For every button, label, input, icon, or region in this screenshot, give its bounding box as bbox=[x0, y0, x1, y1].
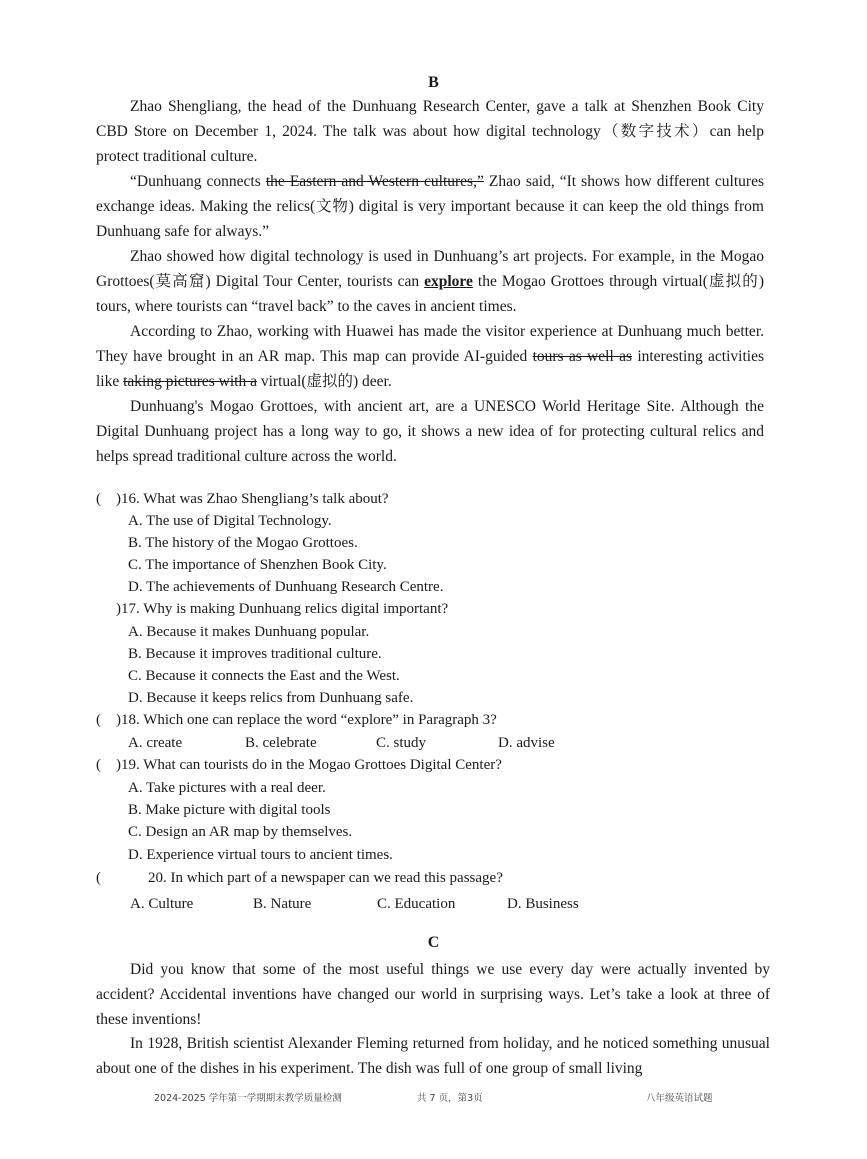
section-b-paragraph-4 bbox=[96, 319, 764, 394]
question-18-option-a: A. create bbox=[128, 735, 183, 751]
question-17-option-a: A. Because it makes Dunhuang popular. bbox=[128, 624, 370, 640]
question-19 bbox=[96, 755, 502, 776]
answer-paren: ( bbox=[96, 757, 101, 773]
question-18 bbox=[96, 710, 497, 731]
question-16-option-c: C. The importance of Shenzhen Book City. bbox=[128, 557, 387, 573]
question-17-option-d: D. Because it keeps relics from Dunhuang safe. bbox=[128, 690, 414, 706]
question-text: 20. In which part of a newspaper can we read this passage? bbox=[148, 870, 503, 886]
answer-paren: ( bbox=[96, 491, 101, 507]
question-20-option-d: D. Business bbox=[507, 896, 579, 912]
question-text: )16. What was Zhao Shengliang’s talk about? bbox=[116, 491, 389, 507]
question-20-option-c: C. Education bbox=[377, 896, 456, 912]
question-17-option-b: B. Because it improves traditional culture. bbox=[128, 646, 382, 662]
question-17 bbox=[116, 599, 448, 620]
p4-text-c: virtual(虚拟的) deer. bbox=[257, 373, 392, 390]
question-18-option-b: B. celebrate bbox=[245, 735, 317, 751]
p4-strikethrough-1: tours as well as bbox=[532, 348, 633, 365]
question-20-option-a: A. Culture bbox=[130, 896, 194, 912]
answer-paren: ( bbox=[96, 870, 101, 886]
section-c-paragraph-1: Did you know that some of the most useful things we use every day were actually invented by accident? Accidental inventions have changed our world in surprising ways. Let’s take a look at three of these inventions! bbox=[96, 961, 770, 1028]
question-text: )18. Which one can replace the word “explore” in Paragraph 3? bbox=[116, 712, 497, 728]
answer-paren: ( bbox=[96, 712, 101, 728]
question-16-option-a: A. The use of Digital Technology. bbox=[128, 513, 332, 529]
p2-strikethrough: the Eastern and Western cultures,” bbox=[265, 173, 484, 190]
section-b-title: B bbox=[428, 74, 439, 91]
question-19-option-c: C. Design an AR map by themselves. bbox=[128, 824, 353, 840]
p4-text-a: According to Zhao, working with Huawei has made the visitor experience at Dunhuang much better. They have brought in an AR map. This map can provide AI-guided bbox=[96, 323, 764, 365]
section-b-paragraph-5: Dunhuang's Mogao Grottoes, with ancient art, are a UNESCO World Heritage Site. Although the Digital Dunhuang project has a long way to go, it shows a new idea of for protecting cultural relics and helps spread traditional culture across the world. bbox=[96, 398, 764, 465]
question-18-option-d: D. advise bbox=[498, 735, 555, 751]
p2-text-b: Zhao said, “It shows how different cultures exchange ideas. Making the relics(文物) digital is very important because it can keep the old things from Dunhuang safe for always.” bbox=[96, 173, 764, 240]
question-17-option-c: C. Because it connects the East and the West. bbox=[128, 668, 400, 684]
question-text: )17. Why is making Dunhuang relics digital important? bbox=[116, 601, 449, 617]
word-explore: explore bbox=[424, 273, 473, 290]
p4-strikethrough-2: taking pictures with a bbox=[123, 373, 257, 390]
p3-text-b: the Mogao Grottoes through virtual(虚拟的) tours, where tourists can “travel back” to the caves in ancient times. bbox=[96, 273, 765, 315]
section-c-title: C bbox=[427, 934, 440, 951]
question-16-option-d: D. The achievements of Dunhuang Research Centre. bbox=[128, 579, 444, 595]
section-b-paragraph-1: Zhao Shengliang, the head of the Dunhuang Research Center, gave a talk at Shenzhen Book City CBD Store on December 1, 2024. The talk was about how digital technology（数字技术）can help protect traditional culture. bbox=[96, 98, 764, 165]
p2-text-a: “Dunhuang connects bbox=[130, 173, 266, 190]
p4-text-b: interesting activities like bbox=[96, 348, 765, 390]
question-16-option-b: B. The history of the Mogao Grottoes. bbox=[128, 535, 358, 551]
footer-page-number: 共 7 页，第3页 bbox=[417, 1093, 483, 1104]
question-19-option-a: A. Take pictures with a real deer. bbox=[128, 780, 326, 796]
question-20 bbox=[96, 868, 503, 889]
question-19-option-b: B. Make picture with digital tools bbox=[128, 802, 331, 818]
section-b-paragraph-3 bbox=[96, 244, 764, 319]
question-20-option-b: B. Nature bbox=[253, 896, 312, 912]
question-19-option-d: D. Experience virtual tours to ancient times. bbox=[128, 847, 393, 863]
footer-exam-title: 2024-2025 学年第一学期期末教学质量检测 bbox=[154, 1093, 342, 1104]
section-c-paragraph-2: In 1928, British scientist Alexander Fleming returned from holiday, and he noticed something unusual about one of the dishes in his experiment. The dish was full of one group of small living bbox=[96, 1035, 770, 1077]
question-18-option-c: C. study bbox=[376, 735, 427, 751]
p3-text-a: Zhao showed how digital technology is used in Dunhuang’s art projects. For example, in the Mogao Grottoes(莫高窟) Digital Tour Center, tourists can bbox=[96, 248, 764, 290]
footer-subject: 八年级英语试题 bbox=[646, 1093, 713, 1104]
section-b-paragraph-2 bbox=[96, 169, 764, 244]
question-16 bbox=[96, 489, 389, 510]
question-text: )19. What can tourists do in the Mogao Grottoes Digital Center? bbox=[116, 757, 502, 773]
